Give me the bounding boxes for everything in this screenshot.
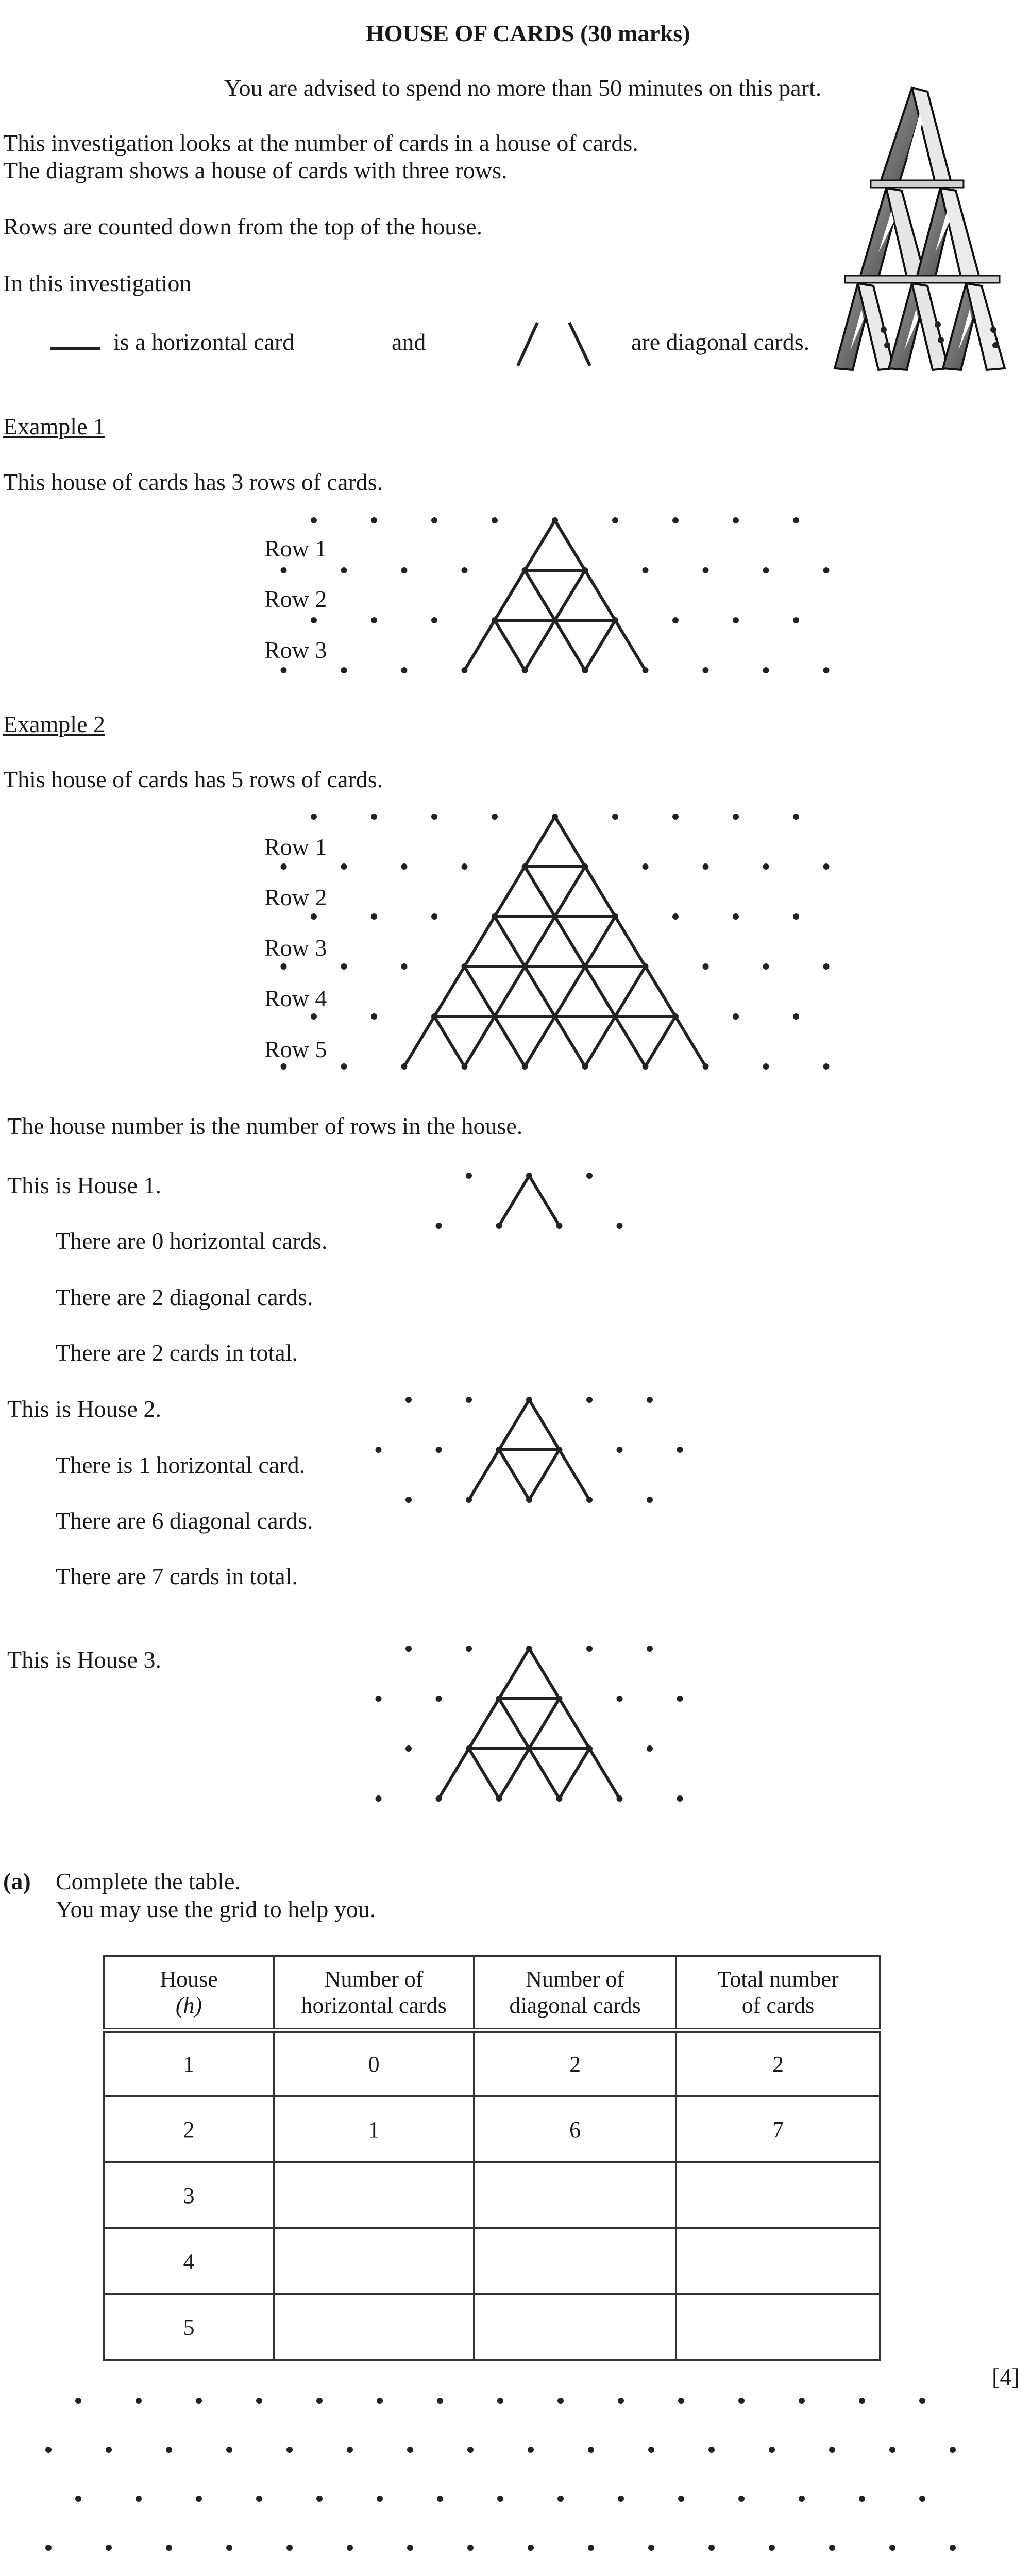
grid-dot: [588, 2447, 594, 2453]
grid-dot: [196, 2398, 202, 2404]
example-2-row-label: Row 5: [264, 1036, 327, 1062]
grid-dot: [859, 2496, 865, 2502]
grid-dot: [316, 2496, 323, 2502]
house-number-definition: The house number is the number of rows in the house.: [7, 1113, 523, 1139]
grid-dot: [316, 2398, 323, 2404]
grid-dot: [919, 2496, 925, 2502]
grid-dot: [528, 2545, 534, 2551]
grid-dot: [648, 2545, 654, 2551]
grid-dot: [950, 2545, 956, 2551]
house-1-total: There are 2 cards in total.: [56, 1340, 298, 1366]
page-title: HOUSE OF CARDS (30 marks): [366, 20, 690, 46]
grid-dot: [407, 2545, 413, 2551]
grid-dot: [377, 2398, 383, 2404]
house-2-diagonal: There are 6 diagonal cards.: [56, 1507, 313, 1534]
grid-dot: [196, 2496, 202, 2502]
intro-line-3: Rows are counted down from the top of the house.: [3, 213, 483, 240]
grid-dot: [919, 2398, 925, 2404]
grid-dot: [497, 2496, 503, 2502]
grid-dot: [437, 2398, 443, 2404]
grid-dot: [738, 2496, 745, 2502]
grid-dot: [136, 2496, 142, 2502]
example-2-text: This house of cards has 5 rows of cards.: [3, 766, 383, 792]
cell-house: 3: [104, 2162, 274, 2228]
example-1-text: This house of cards has 3 rows of cards.: [3, 469, 383, 495]
grid-dot: [136, 2398, 142, 2404]
grid-dot: [256, 2496, 262, 2502]
cell-house: 2: [104, 2096, 274, 2162]
part-a-label: (a): [3, 1868, 31, 1894]
grid-dot: [347, 2545, 353, 2551]
grid-dot: [557, 2496, 564, 2502]
example-2-row-label: Row 1: [264, 834, 327, 860]
horizontal-card-label: is a horizontal card: [113, 329, 295, 355]
cell-total: 7: [676, 2096, 880, 2162]
grid-dot: [738, 2398, 745, 2404]
grid-dot: [467, 2545, 474, 2551]
grid-dot: [708, 2545, 715, 2551]
house-1-title: This is House 1.: [7, 1172, 161, 1198]
house-2-title: This is House 2.: [7, 1396, 161, 1422]
grid-dot: [769, 2545, 775, 2551]
header-house: House (h): [104, 1956, 274, 2030]
grid-dot: [829, 2447, 835, 2453]
grid-dot: [467, 2447, 474, 2453]
intro-line-2: The diagram shows a house of cards with three rows.: [3, 157, 508, 183]
grid-dot: [106, 2447, 112, 2453]
grid-dot: [75, 2496, 81, 2502]
grid-dot: [45, 2447, 52, 2453]
house-3-title: This is House 3.: [7, 1647, 161, 1673]
grid-dot: [75, 2398, 81, 2404]
example-2-row-label: Row 4: [264, 985, 327, 1011]
grid-dot: [377, 2496, 383, 2502]
grid-dot: [407, 2447, 413, 2453]
example-1-row-label: Row 2: [264, 586, 327, 612]
grid-dot: [347, 2447, 353, 2453]
house-2-total: There are 7 cards in total.: [56, 1563, 298, 1589]
part-a-line-2: You may use the grid to help you.: [56, 1896, 376, 1922]
example-1-row-label: Row 3: [264, 637, 327, 663]
cell-house: 4: [104, 2228, 274, 2294]
house-1-diagonal: There are 2 diagonal cards.: [56, 1284, 313, 1310]
house-2-horizontal: There is 1 horizontal card.: [56, 1452, 306, 1478]
intro-line-1: This investigation looks at the number of cards in a house of cards.: [3, 130, 638, 156]
part-a-line-1: Complete the table.: [56, 1868, 241, 1894]
time-advice: You are advised to spend no more than 50 minutes on this part.: [224, 75, 822, 101]
grid-dot: [769, 2447, 775, 2453]
example-2-heading: Example 2: [3, 711, 105, 737]
grid-dot: [286, 2545, 293, 2551]
grid-dot: [166, 2545, 172, 2551]
grid-dot: [708, 2447, 715, 2453]
header-diagonal: Number of diagonal cards: [474, 1956, 676, 2030]
house-1-horizontal: There are 0 horizontal cards.: [56, 1228, 328, 1254]
cell-horizontal: 0: [274, 2030, 474, 2096]
and-label: and: [392, 329, 426, 355]
grid-dot: [226, 2447, 232, 2453]
grid-dot: [799, 2398, 805, 2404]
example-2-row-label: Row 3: [264, 935, 327, 961]
cell-house: 1: [104, 2030, 274, 2096]
cell-horizontal: 1: [274, 2096, 474, 2162]
example-1-row-label: Row 1: [264, 535, 327, 562]
grid-dot: [45, 2545, 52, 2551]
grid-dot: [437, 2496, 443, 2502]
cell-total: 2: [676, 2030, 880, 2096]
header-horizontal: Number of horizontal cards: [274, 1956, 474, 2030]
grid-dot: [889, 2447, 895, 2453]
header-total: Total number of cards: [676, 1956, 880, 2030]
cell-house: 5: [104, 2294, 274, 2360]
grid-dot: [889, 2545, 895, 2551]
grid-dot: [829, 2545, 835, 2551]
grid-dot: [557, 2398, 564, 2404]
diagonal-cards-label: are diagonal cards.: [631, 329, 810, 355]
grid-dot: [588, 2545, 594, 2551]
grid-dot: [678, 2398, 684, 2404]
grid-dot: [106, 2545, 112, 2551]
grid-dot: [799, 2496, 805, 2502]
intro-line-4: In this investigation: [3, 270, 192, 296]
part-a-marks: [4]: [992, 2364, 1020, 2390]
grid-dot: [648, 2447, 654, 2453]
grid-dot: [528, 2447, 534, 2453]
grid-dot: [166, 2447, 172, 2453]
grid-dot: [256, 2398, 262, 2404]
grid-dot: [618, 2398, 624, 2404]
grid-dot: [286, 2447, 293, 2453]
example-2-row-label: Row 2: [264, 884, 327, 910]
grid-dot: [497, 2398, 503, 2404]
cell-diagonal: 2: [474, 2030, 676, 2096]
grid-dot: [859, 2398, 865, 2404]
example-1-heading: Example 1: [3, 413, 105, 439]
grid-dot: [950, 2447, 956, 2453]
cell-diagonal: 6: [474, 2096, 676, 2162]
grid-dot: [618, 2496, 624, 2502]
grid-dot: [226, 2545, 232, 2551]
grid-dot: [678, 2496, 684, 2502]
